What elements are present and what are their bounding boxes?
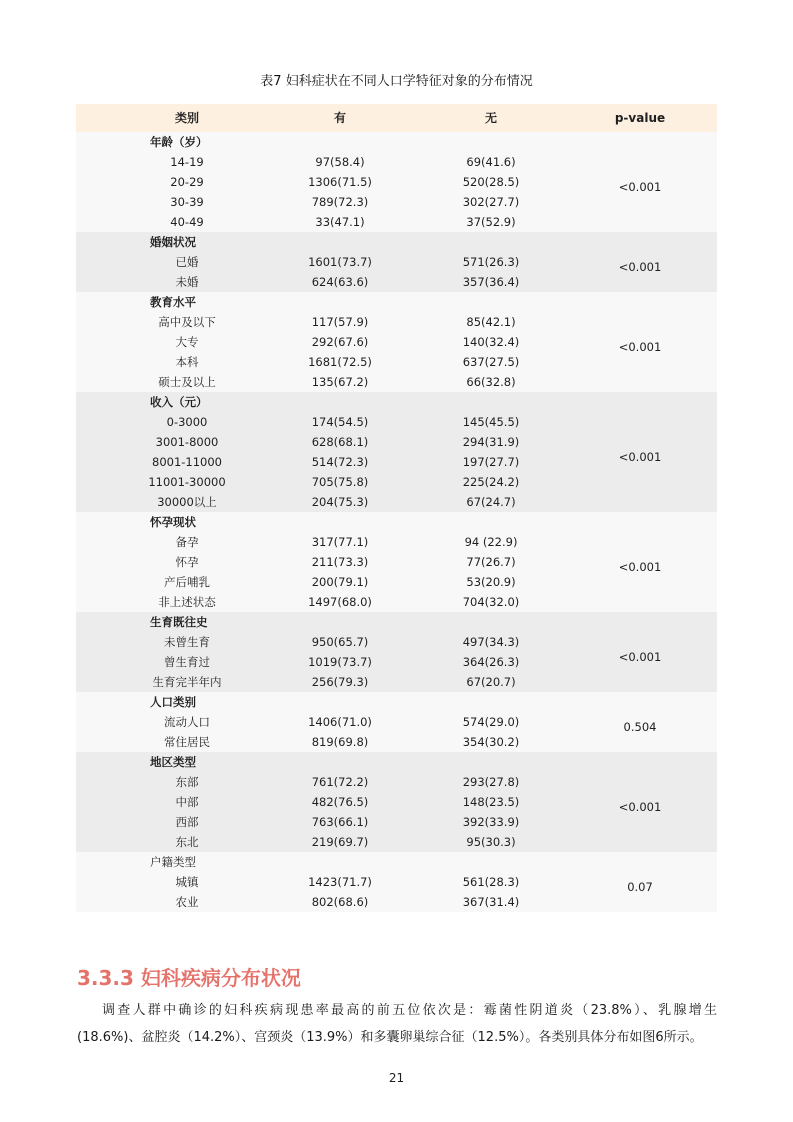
cell-yes: 33(47.1) [315,215,365,229]
cell-yes: 763(66.1) [311,815,369,829]
cell-p-value: 0.504 [623,720,657,734]
table-group [76,852,717,912]
table-group [76,232,717,292]
cell-yes: 1681(72.5) [308,355,372,369]
header-no: 无 [484,111,497,125]
cell-p-value: 0.07 [627,880,653,894]
group-label: 人口类别 [150,695,196,709]
cell-yes: 174(54.5) [311,415,369,429]
cell-no: 354(30.2) [462,735,520,749]
cell-category: 流动人口 [164,715,210,729]
cell-yes: 819(69.8) [311,735,369,749]
cell-yes: 1601(73.7) [308,255,372,269]
cell-no: 357(36.4) [462,275,520,289]
cell-category: 30000以上 [157,495,217,509]
cell-category: 8001-11000 [152,455,222,469]
cell-no: 94 (22.9) [464,535,518,549]
group-label: 户籍类型 [150,855,196,869]
table-group [76,752,717,852]
cell-no: 148(23.5) [462,795,520,809]
cell-yes: 1019(73.7) [308,655,372,669]
group-label: 生育既往史 [150,615,208,629]
cell-yes: 1497(68.0) [308,595,372,609]
cell-no: 197(27.7) [462,455,520,469]
cell-yes: 789(72.3) [311,195,369,209]
group-label: 怀孕现状 [150,515,196,529]
cell-category: 本科 [175,355,199,369]
cell-category: 硕士及以上 [158,375,216,389]
cell-category: 非上述状态 [158,595,216,609]
cell-category: 高中及以下 [158,315,216,329]
header-p-value: p-value [614,111,666,125]
cell-category: 备孕 [175,535,199,549]
cell-category: 曾生育过 [164,655,210,669]
cell-p-value: <0.001 [618,260,662,274]
cell-no: 67(24.7) [466,495,516,509]
cell-p-value: <0.001 [618,650,662,664]
cell-yes: 628(68.1) [311,435,369,449]
cell-category: 40-49 [170,215,204,229]
cell-no: 302(27.7) [462,195,520,209]
cell-no: 571(26.3) [462,255,520,269]
cell-yes: 802(68.6) [311,895,369,909]
cell-no: 140(32.4) [462,335,520,349]
cell-yes: 97(58.4) [315,155,365,169]
cell-no: 85(42.1) [466,315,516,329]
cell-p-value: <0.001 [618,450,662,464]
cell-category: 20-29 [170,175,204,189]
cell-category: 怀孕 [175,555,199,569]
cell-p-value: <0.001 [618,180,662,194]
cell-no: 53(20.9) [466,575,516,589]
cell-no: 37(52.9) [466,215,516,229]
cell-no: 561(28.3) [462,875,520,889]
cell-category: 3001-8000 [155,435,219,449]
cell-category: 城镇 [175,875,199,889]
cell-category: 东北 [175,835,199,849]
cell-no: 293(27.8) [462,775,520,789]
cell-yes: 292(67.6) [311,335,369,349]
cell-category: 大专 [175,335,199,349]
cell-category: 30-39 [170,195,204,209]
page-number: 21 [388,1071,405,1085]
table-group [76,612,717,692]
cell-yes: 204(75.3) [311,495,369,509]
group-label: 年龄（岁） [150,135,208,149]
cell-no: 95(30.3) [466,835,516,849]
header-yes: 有 [333,111,346,125]
group-label: 教育水平 [150,295,196,309]
cell-yes: 950(65.7) [311,635,369,649]
cell-yes: 200(79.1) [311,575,369,589]
cell-category: 农业 [175,895,199,909]
cell-no: 520(28.5) [462,175,520,189]
cell-no: 392(33.9) [462,815,520,829]
table-group [76,132,717,232]
cell-yes: 761(72.2) [311,775,369,789]
table-caption: 表7 妇科症状在不同人口学特征对象的分布情况 [260,74,533,89]
cell-yes: 482(76.5) [311,795,369,809]
group-label: 地区类型 [150,755,196,769]
cell-yes: 514(72.3) [311,455,369,469]
cell-yes: 219(69.7) [311,835,369,849]
cell-yes: 624(63.6) [311,275,369,289]
paragraph-line: (18.6%)、盆腔炎（14.2%）、宫颈炎（13.9%）和多囊卵巢综合征（12.5%）。各类别具体分布如图6所示。 [77,1030,703,1045]
cell-yes: 117(57.9) [311,315,369,329]
cell-yes: 256(79.3) [311,675,369,689]
group-label: 收入（元） [150,395,208,409]
cell-category: 11001-30000 [148,475,226,489]
cell-no: 145(45.5) [462,415,520,429]
cell-no: 367(31.4) [462,895,520,909]
cell-no: 77(26.7) [466,555,516,569]
cell-p-value: <0.001 [618,560,662,574]
cell-no: 637(27.5) [462,355,520,369]
header-category: 类别 [174,111,199,125]
cell-yes: 1423(71.7) [308,875,372,889]
cell-category: 西部 [175,815,199,829]
cell-category: 产后哺乳 [164,575,210,589]
cell-no: 66(32.8) [466,375,516,389]
demographics-table [76,104,717,912]
cell-no: 364(26.3) [462,655,520,669]
cell-no: 294(31.9) [462,435,520,449]
table-group [76,292,717,392]
table-group [76,692,717,752]
cell-no: 574(29.0) [462,715,520,729]
section-heading: 3.3.3 妇科疾病分布状况 [77,966,301,990]
table-group [76,392,717,512]
paragraph-line: 调查人群中确诊的妇科疾病现患率最高的前五位依次是：霉菌性阴道炎（23.8%）、乳腺增生 [102,1003,717,1018]
cell-yes: 317(77.1) [311,535,369,549]
cell-yes: 1406(71.0) [308,715,372,729]
cell-no: 67(20.7) [466,675,516,689]
table-group [76,512,717,612]
cell-p-value: <0.001 [618,340,662,354]
cell-category: 东部 [175,775,199,789]
cell-yes: 1306(71.5) [308,175,372,189]
table-header-row [76,104,717,132]
cell-no: 69(41.6) [466,155,516,169]
cell-category: 0-3000 [166,415,208,429]
cell-category: 未婚 [175,275,199,289]
cell-no: 704(32.0) [462,595,520,609]
cell-category: 常住居民 [164,735,210,749]
cell-p-value: <0.001 [618,800,662,814]
cell-yes: 211(73.3) [311,555,369,569]
cell-yes: 135(67.2) [311,375,369,389]
table-body [76,132,717,912]
cell-no: 225(24.2) [462,475,520,489]
group-label: 婚姻状况 [150,235,196,249]
cell-no: 497(34.3) [462,635,520,649]
cell-category: 已婚 [175,255,199,269]
cell-category: 生育完半年内 [152,675,222,689]
cell-category: 中部 [175,795,199,809]
cell-yes: 705(75.8) [311,475,369,489]
cell-category: 未曾生育 [164,635,210,649]
cell-category: 14-19 [170,155,204,169]
